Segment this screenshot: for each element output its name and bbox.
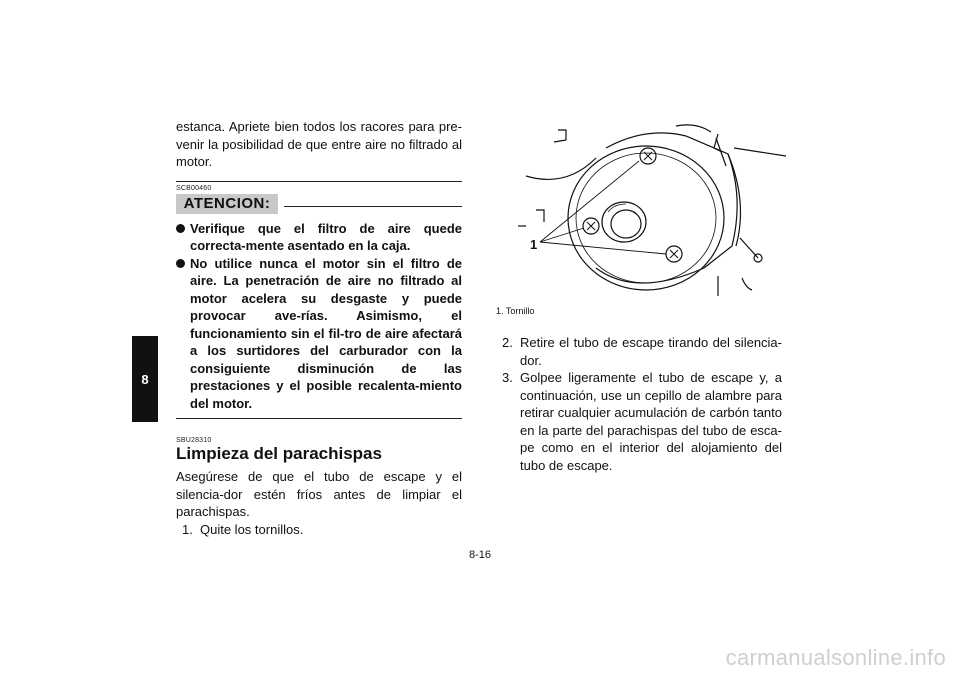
spark-arrester-figure (496, 118, 786, 300)
chapter-number: 8 (141, 371, 149, 387)
caution-item: No utilice nunca el motor sin el filtro de aire. La penetración de aire no filtrado al motor acelera su desgaste y puede provocar ave-rías. Asimismo, el funcionamiento sin el fil-tro de aire afectará a los surtidores del carburador con la consiguiente disminución de las prestaciones y el posible recalenta-miento del motor. (176, 255, 462, 413)
caution-header (176, 194, 462, 216)
left-steps (176, 521, 462, 539)
step-item: 1. Quite los tornillos. (182, 521, 304, 537)
caution-list (176, 220, 462, 413)
watermark: carmanualsonline.info (725, 645, 946, 670)
step-item: 3. Golpee ligeramente el tubo de escape y, a continuación, use un cepillo de alambre para retirar cualquier acumulación de carbón tanto en la parte del parachispas del tubo de esca-pe como en el interior del alojamiento del tubo de escape. (502, 370, 782, 473)
caution-code: SCB00460 (176, 184, 212, 192)
section-title: Limpieza del parachispas (176, 444, 382, 463)
left-column (176, 118, 462, 538)
figure-callout: 1 (530, 237, 538, 252)
caution-label: ATENCION: (176, 194, 278, 214)
section-code: SBU28310 (176, 437, 212, 444)
caution-top-rule (176, 181, 462, 182)
step-item: 2. Retire el tubo de escape tirando del silencia-dor. (502, 335, 782, 368)
caution-bottom-rule (176, 418, 462, 419)
section-body: Asegúrese de que el tubo de escape y el silencia-dor estén fríos antes de limpiar el parachispas. (176, 469, 462, 519)
right-steps (496, 334, 782, 474)
figure-caption: 1. Tornillo (496, 306, 535, 316)
intro-paragraph: estanca. Apriete bien todos los racores para pre-venir la posibilidad de que entre aire no filtrado al motor. (176, 119, 462, 169)
page-number: 8-16 (468, 549, 492, 561)
right-column (496, 334, 782, 474)
bullet-icon (176, 259, 185, 268)
caution-header-rule (284, 206, 462, 207)
bullet-icon (176, 224, 185, 233)
caution-item: Verifique que el filtro de aire quede correcta-mente asentado en la caja. (176, 220, 462, 255)
chapter-tab (132, 336, 158, 422)
